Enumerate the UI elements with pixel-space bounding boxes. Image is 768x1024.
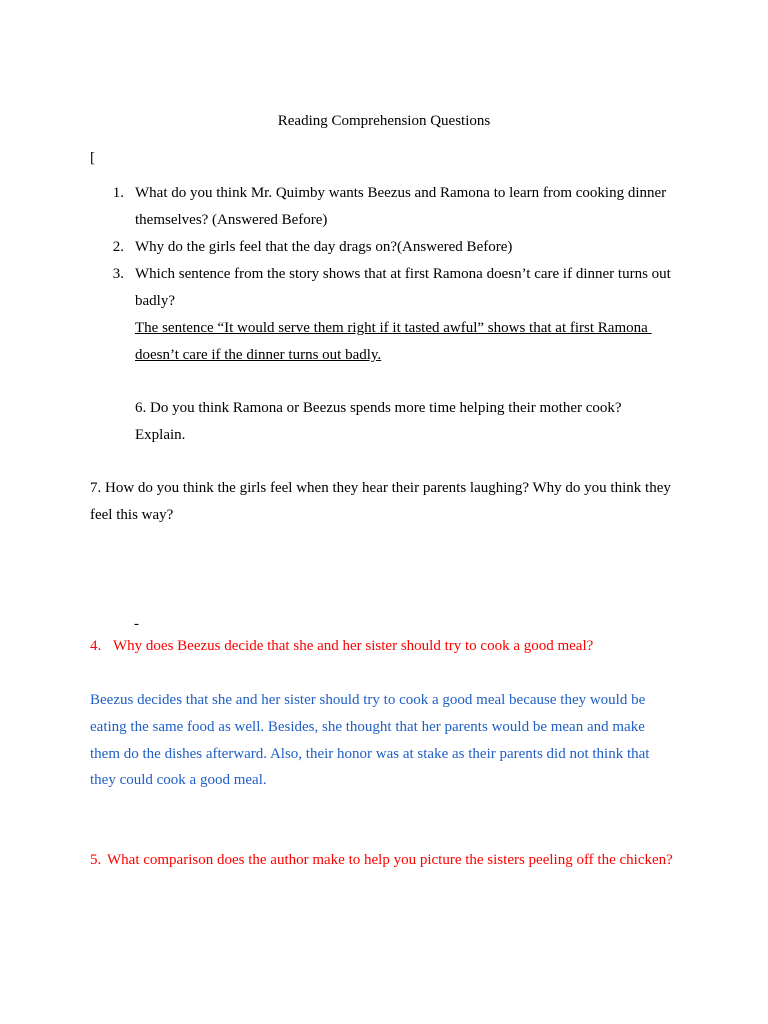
question-4-text: Why does Beezus decide that she and her sister should try to cook a good meal? [113, 638, 594, 654]
answer-4-line-2: eating the same food as well. Besides, she thought that her parents would be mean and make [90, 719, 645, 735]
question-6-line-1: 6. Do you think Ramona or Beezus spends more time helping their mother cook? [135, 400, 622, 416]
answer-3-line-2: doesn’t care if the dinner turns out badly. [135, 347, 382, 363]
list-number-3: 3. [112, 266, 124, 282]
question-5-text: What comparison does the author make to help you picture the sisters peeling off the chicken? [107, 852, 673, 868]
dash-mark: - [134, 616, 139, 632]
question-2-line-1: Why do the girls feel that the day drags on?(Answered Before) [135, 239, 513, 255]
list-number-2: 2. [112, 239, 124, 255]
question-5-number: 5. [90, 852, 102, 868]
question-7-line-1: 7. How do you think the girls feel when they hear their parents laughing? Why do you think they [90, 480, 671, 496]
question-6-line-2: Explain. [135, 427, 186, 443]
question-3-line-2: badly? [135, 293, 175, 309]
list-number-1: 1. [112, 185, 124, 201]
question-7-line-2: feel this way? [90, 507, 174, 523]
answer-4-line-1: Beezus decides that she and her sister should try to cook a good meal because they would be [90, 692, 646, 708]
answer-4-line-4: they could cook a good meal. [90, 772, 267, 788]
question-3-line-1: Which sentence from the story shows that at first Ramona doesn’t care if dinner turns out [135, 266, 671, 282]
question-1-line-1: What do you think Mr. Quimby wants Beezus and Ramona to learn from cooking dinner [135, 185, 667, 201]
question-4-number: 4. [90, 638, 102, 654]
document-title: Reading Comprehension Questions [277, 113, 491, 129]
answer-4-line-3: them do the dishes afterward. Also, their honor was at stake as their parents did not think that [90, 746, 650, 762]
bracket-mark: [ [90, 150, 95, 166]
question-1-line-2: themselves? (Answered Before) [135, 212, 328, 228]
answer-3-line-1: The sentence “It would serve them right if it tasted awful” shows that at first Ramona [135, 320, 652, 336]
